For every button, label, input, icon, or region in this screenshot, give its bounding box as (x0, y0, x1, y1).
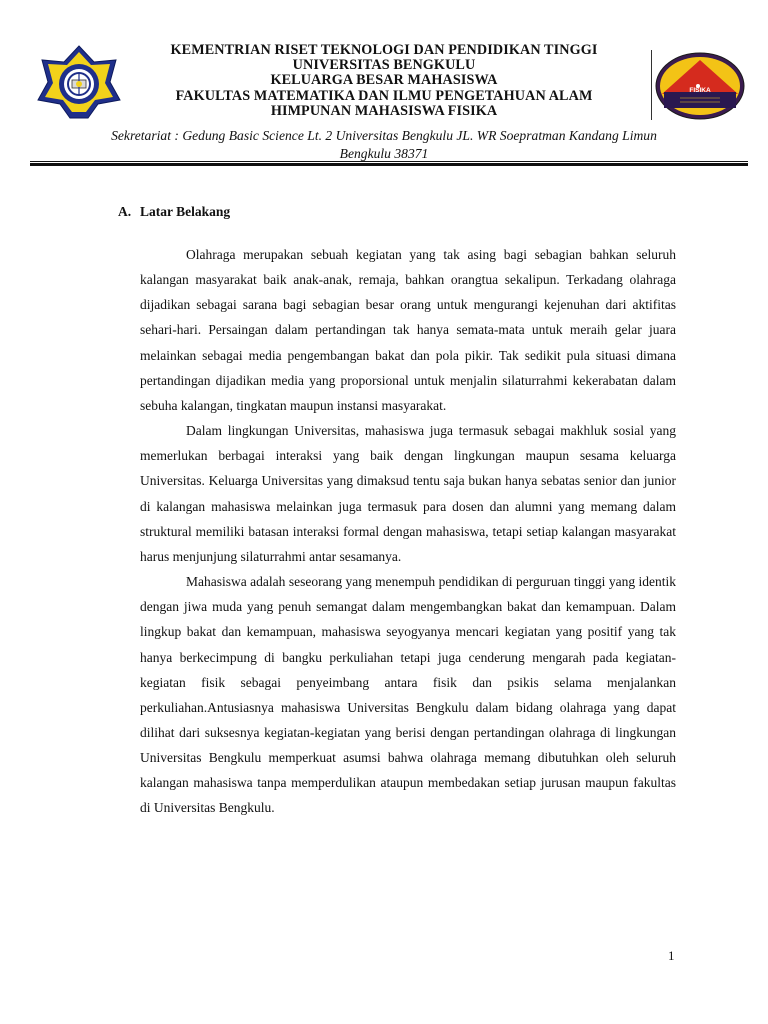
section-letter: A. (118, 204, 132, 219)
fisika-logo-icon (650, 48, 748, 122)
header-rule-thick (30, 163, 748, 166)
page-number: 1 (668, 948, 675, 963)
letterhead-line-association: HIMPUNAN MAHASISWA FISIKA (270, 102, 498, 119)
letterhead-line-ministry: KEMENTRIAN RISET TEKNOLOGI DAN PENDIDIKAN TINGGI (170, 42, 598, 58)
header-rule-thin (30, 161, 748, 162)
fisika-logo-text: FISIKA (689, 87, 711, 94)
paragraph: Mahasiswa adalah seseorang yang menempuh pendidikan di perguruan tinggi yang identik dengan jiwa muda yang penuh semangat dalam mengembangkan bakat dan kemampuan. Dalam lingkup bakat dan kemampuan, mahasiswa seyogyanya mencari kegiatan yang positif yang tak hanya berkecimpung di bangku perkuliahan tetapi juga cenderung mengarah pada kegiatan-kegiatan fisik sebagai penyeimbang antara fisik dan psikis selama menjalankan perkuliahan.Antusiasnya mahasiswa Universitas Bengkulu dalam bidang olahraga yang dapat dilihat dari suksesnya kegiatan-kegiatan yang berisi dengan pertandingan olahraga di lingkungan Universitas Bengkulu memperkuat asumsi bahwa olahraga memang dibutuhkan oleh seluruh kalangan mahasiswa tanpa memperdulikan ataupun membedakan setiap jurusan maupun fakultas di Universitas Bengkulu. (140, 574, 676, 816)
body-text (140, 242, 676, 821)
university-emblem-icon (36, 44, 122, 120)
section-title: Latar Belakang (140, 204, 231, 219)
letterhead-line-faculty: FAKULTAS MATEMATIKA DAN ILMU PENGETAHUAN ALAM (175, 87, 593, 104)
letterhead-title (136, 43, 632, 119)
fisika-logo (650, 48, 748, 122)
secretariat-address: Sekretariat : Gedung Basic Science Lt. 2 Universitas Bengkulu JL. WR Soepratman Kandang Limun Bengkulu 38371 (111, 128, 657, 161)
letterhead-line-family: KELUARGA BESAR MAHASISWA (270, 72, 498, 89)
section-heading (118, 204, 230, 220)
paragraph: Olahraga merupakan sebuah kegiatan yang tak asing bagi sebagian bahkan seluruh kalangan masyarakat baik anak-anak, remaja, bahkan orangtua sekalipun. Terkadang olahraga dijadikan sebagai sarana bagi sebagian besar orang untuk mengurangi kejenuhan dari aktifitas sehari-hari. Persaingan dalam pertandingan tak hanya semata-mata untuk meraih gelar juara melainkan sebagai media pengembangan bakat dan pola pikir. Tak sedikit pula situasi dimana pertandingan dijadikan media yang proporsional untuk menjalin silaturrahmi kekerabatan dalam sebuha kalangan, tingkatan maupun instansi masyarakat. (140, 247, 676, 413)
letterhead-line-university: UNIVERSITAS BENGKULU (292, 57, 476, 74)
paragraph: Dalam lingkungan Universitas, mahasiswa juga termasuk sebagai makhluk sosial yang memerlukan berbagai interaksi yang baik dengan lingkungan maupun sesama keluarga Universitas. Keluarga Universitas yang dimaksud tentu saja bukan hanya sebatas senior dan junior di kalangan mahasiswa melainkan juga termasuk para dosen dan alumni yang memang dalam struktural memiliki batasan interaksi formal dengan mahasiswa, tetapi setiap kalangan masyarakat harus menjunjung silaturrahmi antar sesamanya. (140, 423, 676, 564)
